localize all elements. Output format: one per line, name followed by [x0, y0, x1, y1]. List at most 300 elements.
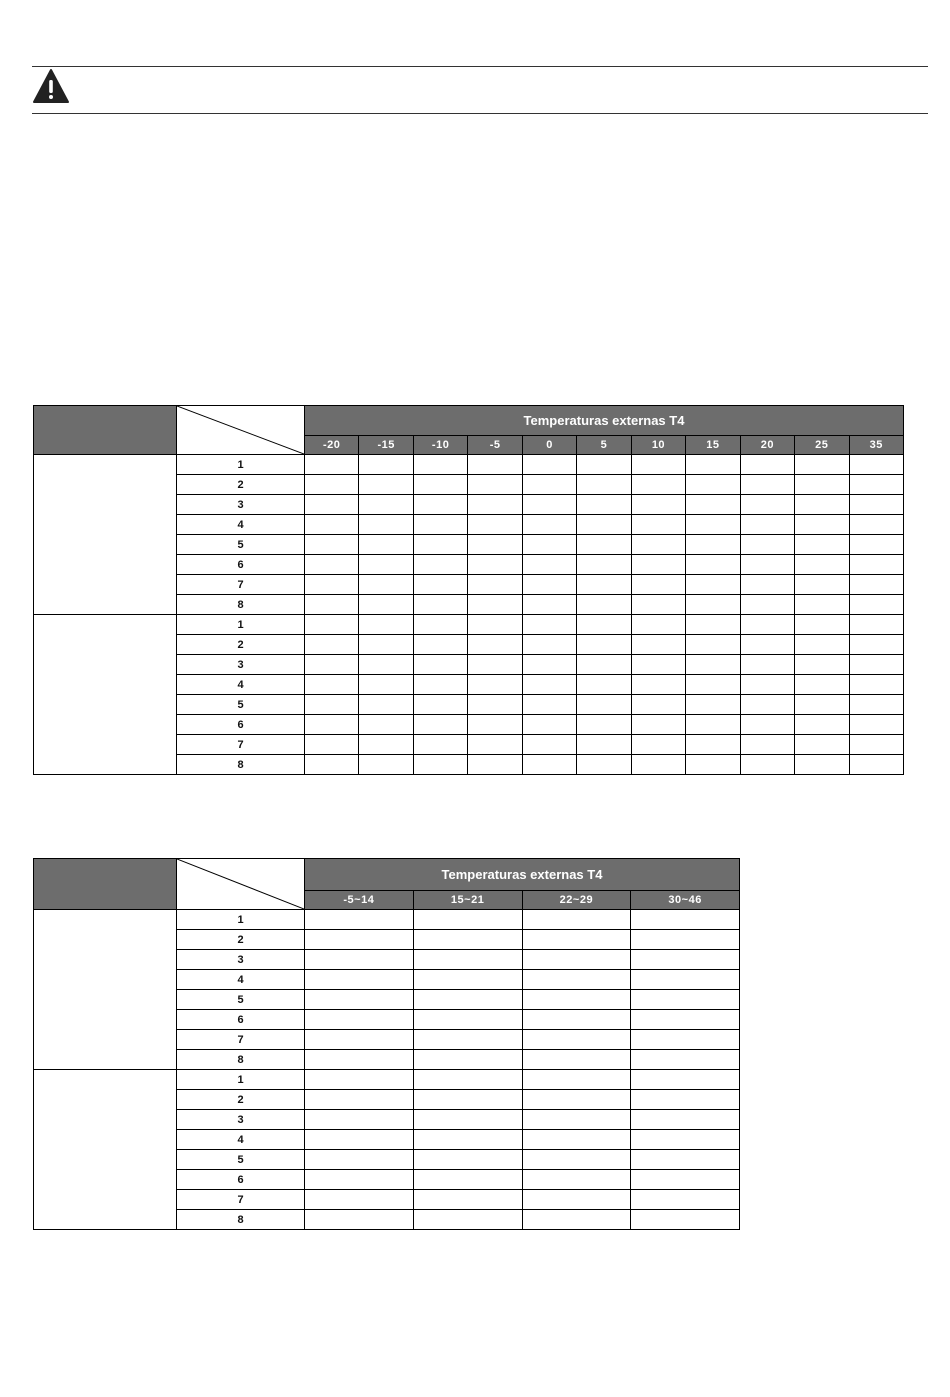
value-cell [631, 1030, 740, 1050]
row-group-cell-1 [34, 910, 177, 1070]
value-cell [305, 1190, 414, 1210]
value-cell [795, 575, 849, 595]
value-cell [631, 950, 740, 970]
value-cell [577, 455, 631, 475]
column-header: 20 [740, 436, 794, 455]
row-group-header-cell [34, 859, 177, 910]
value-cell [522, 1090, 631, 1110]
value-cell [849, 455, 903, 475]
value-cell [305, 990, 414, 1010]
value-cell [795, 715, 849, 735]
row-label: 4 [177, 970, 305, 990]
column-header: 0 [522, 436, 576, 455]
value-cell [413, 615, 467, 635]
value-cell [305, 515, 359, 535]
value-cell [522, 970, 631, 990]
value-cell [740, 595, 794, 615]
value-cell [305, 1010, 414, 1030]
value-cell [413, 475, 467, 495]
value-cell [631, 1170, 740, 1190]
row-label: 1 [177, 1070, 305, 1090]
value-cell [795, 675, 849, 695]
row-label: 8 [177, 1050, 305, 1070]
column-header: -5 [468, 436, 522, 455]
value-cell [359, 595, 413, 615]
value-cell [577, 675, 631, 695]
value-cell [413, 655, 467, 675]
diagonal-corner-cell [177, 859, 305, 910]
column-header: 35 [849, 436, 903, 455]
value-cell [849, 755, 903, 775]
value-cell [468, 555, 522, 575]
value-cell [468, 695, 522, 715]
row-label: 3 [177, 950, 305, 970]
value-cell [522, 715, 576, 735]
value-cell [305, 535, 359, 555]
value-cell [795, 595, 849, 615]
value-cell [631, 455, 685, 475]
value-cell [795, 635, 849, 655]
value-cell [305, 655, 359, 675]
column-header: -20 [305, 436, 359, 455]
row-label: 6 [177, 555, 305, 575]
value-cell [359, 555, 413, 575]
value-cell [359, 515, 413, 535]
value-cell [413, 555, 467, 575]
value-cell [413, 930, 522, 950]
top-rule [32, 66, 928, 67]
value-cell [577, 495, 631, 515]
column-header: -15 [359, 436, 413, 455]
value-cell [305, 1070, 414, 1090]
value-cell [740, 575, 794, 595]
value-cell [413, 1030, 522, 1050]
value-cell [305, 1170, 414, 1190]
value-cell [740, 515, 794, 535]
value-cell [740, 755, 794, 775]
value-cell [849, 535, 903, 555]
value-cell [740, 475, 794, 495]
value-cell [795, 535, 849, 555]
column-header: 30~46 [631, 891, 740, 910]
value-cell [795, 655, 849, 675]
row-label: 5 [177, 1150, 305, 1170]
value-cell [740, 675, 794, 695]
value-cell [522, 455, 576, 475]
value-cell [522, 595, 576, 615]
column-header: -10 [413, 436, 467, 455]
column-header: 25 [795, 436, 849, 455]
row-label: 3 [177, 495, 305, 515]
value-cell [686, 695, 740, 715]
value-cell [577, 655, 631, 675]
value-cell [631, 495, 685, 515]
value-cell [740, 455, 794, 475]
value-cell [413, 715, 467, 735]
value-cell [413, 1210, 522, 1230]
value-cell [522, 950, 631, 970]
value-cell [740, 635, 794, 655]
value-cell [413, 910, 522, 930]
value-cell [577, 715, 631, 735]
value-cell [413, 595, 467, 615]
value-cell [522, 695, 576, 715]
value-cell [686, 715, 740, 735]
value-cell [522, 1210, 631, 1230]
row-group-cell-2 [34, 1070, 177, 1230]
value-cell [522, 555, 576, 575]
value-cell [631, 575, 685, 595]
value-cell [305, 595, 359, 615]
value-cell [468, 655, 522, 675]
value-cell [413, 735, 467, 755]
column-header: 15~21 [413, 891, 522, 910]
value-cell [686, 535, 740, 555]
value-cell [686, 675, 740, 695]
value-cell [631, 1070, 740, 1090]
value-cell [631, 755, 685, 775]
row-label: 7 [177, 575, 305, 595]
value-cell [849, 575, 903, 595]
value-cell [577, 475, 631, 495]
value-cell [849, 515, 903, 535]
value-cell [522, 1190, 631, 1210]
value-cell [305, 475, 359, 495]
value-cell [468, 755, 522, 775]
value-cell [522, 1030, 631, 1050]
value-cell [522, 755, 576, 775]
row-label: 4 [177, 675, 305, 695]
value-cell [413, 1090, 522, 1110]
value-cell [359, 475, 413, 495]
value-cell [577, 615, 631, 635]
row-label: 3 [177, 1110, 305, 1130]
value-cell [468, 495, 522, 515]
value-cell [305, 1150, 414, 1170]
value-cell [359, 755, 413, 775]
value-cell [631, 1210, 740, 1230]
row-group-cell-2 [34, 615, 177, 775]
row-label: 7 [177, 1190, 305, 1210]
column-header: -5~14 [305, 891, 414, 910]
value-cell [740, 555, 794, 575]
value-cell [849, 715, 903, 735]
value-cell [359, 575, 413, 595]
value-cell [359, 695, 413, 715]
value-cell [522, 1110, 631, 1130]
value-cell [740, 495, 794, 515]
value-cell [468, 475, 522, 495]
column-header: 15 [686, 436, 740, 455]
row-label: 6 [177, 1170, 305, 1190]
value-cell [795, 735, 849, 755]
value-cell [686, 655, 740, 675]
value-cell [359, 495, 413, 515]
value-cell [795, 515, 849, 535]
value-cell [468, 595, 522, 615]
value-cell [849, 555, 903, 575]
value-cell [305, 1030, 414, 1050]
value-cell [522, 495, 576, 515]
value-cell [631, 990, 740, 1010]
value-cell [305, 695, 359, 715]
value-cell [522, 990, 631, 1010]
value-cell [468, 455, 522, 475]
temperature-table-1 [33, 405, 904, 775]
value-cell [686, 635, 740, 655]
value-cell [849, 475, 903, 495]
value-cell [522, 1170, 631, 1190]
table-row [34, 455, 904, 475]
value-cell [740, 695, 794, 715]
value-cell [359, 715, 413, 735]
value-cell [413, 495, 467, 515]
value-cell [305, 555, 359, 575]
value-cell [522, 535, 576, 555]
value-cell [522, 910, 631, 930]
value-cell [305, 735, 359, 755]
value-cell [413, 1170, 522, 1190]
value-cell [631, 1010, 740, 1030]
value-cell [686, 515, 740, 535]
value-cell [631, 1090, 740, 1110]
row-label: 8 [177, 1210, 305, 1230]
value-cell [468, 535, 522, 555]
value-cell [577, 695, 631, 715]
row-label: 1 [177, 615, 305, 635]
value-cell [795, 555, 849, 575]
value-cell [795, 495, 849, 515]
value-cell [849, 595, 903, 615]
value-cell [413, 1110, 522, 1130]
value-cell [795, 615, 849, 635]
value-cell [305, 950, 414, 970]
value-cell [522, 575, 576, 595]
value-cell [305, 495, 359, 515]
value-cell [305, 1090, 414, 1110]
row-label: 3 [177, 655, 305, 675]
row-label: 2 [177, 930, 305, 950]
value-cell [577, 755, 631, 775]
value-cell [468, 615, 522, 635]
value-cell [631, 475, 685, 495]
value-cell [305, 635, 359, 655]
value-cell [522, 735, 576, 755]
value-cell [468, 515, 522, 535]
row-label: 7 [177, 1030, 305, 1050]
value-cell [305, 675, 359, 695]
value-cell [577, 575, 631, 595]
value-cell [413, 575, 467, 595]
value-cell [686, 755, 740, 775]
value-cell [577, 515, 631, 535]
value-cell [522, 1150, 631, 1170]
table-row [34, 1070, 740, 1090]
column-header: 22~29 [522, 891, 631, 910]
value-cell [740, 655, 794, 675]
row-label: 8 [177, 595, 305, 615]
value-cell [631, 1130, 740, 1150]
row-label: 6 [177, 1010, 305, 1030]
value-cell [631, 910, 740, 930]
value-cell [413, 675, 467, 695]
column-header: 5 [577, 436, 631, 455]
value-cell [795, 755, 849, 775]
value-cell [522, 675, 576, 695]
value-cell [686, 455, 740, 475]
value-cell [631, 675, 685, 695]
value-cell [522, 615, 576, 635]
value-cell [849, 655, 903, 675]
value-cell [359, 455, 413, 475]
value-cell [577, 635, 631, 655]
value-cell [631, 595, 685, 615]
row-group-cell-1 [34, 455, 177, 615]
value-cell [686, 475, 740, 495]
header-rule [32, 113, 928, 114]
value-cell [740, 715, 794, 735]
value-cell [305, 1050, 414, 1070]
row-label: 2 [177, 1090, 305, 1110]
value-cell [359, 535, 413, 555]
value-cell [413, 1190, 522, 1210]
column-header: 10 [631, 436, 685, 455]
row-label: 5 [177, 990, 305, 1010]
value-cell [305, 715, 359, 735]
table-2-header-title: Temperaturas externas T4 [305, 859, 740, 891]
row-label: 2 [177, 475, 305, 495]
value-cell [305, 910, 414, 930]
value-cell [305, 1130, 414, 1150]
value-cell [522, 655, 576, 675]
diagonal-corner-cell [177, 406, 305, 455]
row-label: 8 [177, 755, 305, 775]
value-cell [849, 495, 903, 515]
value-cell [849, 735, 903, 755]
value-cell [413, 950, 522, 970]
value-cell [577, 555, 631, 575]
value-cell [305, 755, 359, 775]
value-cell [795, 475, 849, 495]
table-row [34, 615, 904, 635]
value-cell [686, 555, 740, 575]
row-group-header-cell [34, 406, 177, 455]
value-cell [359, 735, 413, 755]
row-label: 1 [177, 455, 305, 475]
value-cell [686, 595, 740, 615]
value-cell [305, 455, 359, 475]
value-cell [468, 575, 522, 595]
row-label: 6 [177, 715, 305, 735]
value-cell [686, 735, 740, 755]
value-cell [359, 615, 413, 635]
value-cell [359, 635, 413, 655]
row-label: 2 [177, 635, 305, 655]
value-cell [849, 615, 903, 635]
row-label: 7 [177, 735, 305, 755]
value-cell [631, 715, 685, 735]
row-label: 4 [177, 515, 305, 535]
value-cell [522, 930, 631, 950]
table-row [34, 910, 740, 930]
value-cell [413, 970, 522, 990]
value-cell [631, 515, 685, 535]
value-cell [522, 1070, 631, 1090]
value-cell [413, 990, 522, 1010]
value-cell [413, 755, 467, 775]
value-cell [849, 695, 903, 715]
value-cell [522, 1050, 631, 1070]
table-1-header-title: Temperaturas externas T4 [305, 406, 904, 436]
value-cell [413, 635, 467, 655]
value-cell [305, 1210, 414, 1230]
value-cell [849, 635, 903, 655]
value-cell [795, 455, 849, 475]
row-label: 5 [177, 695, 305, 715]
value-cell [631, 635, 685, 655]
temperature-table-2 [33, 858, 740, 1230]
value-cell [413, 1130, 522, 1150]
value-cell [305, 615, 359, 635]
value-cell [631, 930, 740, 950]
value-cell [686, 495, 740, 515]
value-cell [413, 695, 467, 715]
value-cell [631, 695, 685, 715]
value-cell [631, 615, 685, 635]
value-cell [740, 535, 794, 555]
value-cell [577, 595, 631, 615]
value-cell [413, 515, 467, 535]
value-cell [359, 675, 413, 695]
value-cell [740, 735, 794, 755]
value-cell [522, 1010, 631, 1030]
value-cell [413, 535, 467, 555]
value-cell [795, 695, 849, 715]
value-cell [631, 655, 685, 675]
value-cell [522, 515, 576, 535]
row-label: 5 [177, 535, 305, 555]
value-cell [740, 615, 794, 635]
value-cell [468, 735, 522, 755]
value-cell [522, 635, 576, 655]
value-cell [631, 1190, 740, 1210]
value-cell [413, 455, 467, 475]
value-cell [359, 655, 413, 675]
row-label: 1 [177, 910, 305, 930]
value-cell [413, 1070, 522, 1090]
value-cell [577, 535, 631, 555]
value-cell [686, 575, 740, 595]
warning-triangle-icon [32, 68, 70, 104]
value-cell [413, 1010, 522, 1030]
value-cell [413, 1050, 522, 1070]
value-cell [413, 1150, 522, 1170]
value-cell [686, 615, 740, 635]
value-cell [849, 675, 903, 695]
value-cell [631, 1050, 740, 1070]
value-cell [631, 970, 740, 990]
value-cell [305, 1110, 414, 1130]
value-cell [631, 555, 685, 575]
value-cell [468, 635, 522, 655]
value-cell [522, 1130, 631, 1150]
value-cell [468, 715, 522, 735]
value-cell [522, 475, 576, 495]
value-cell [631, 735, 685, 755]
value-cell [468, 675, 522, 695]
value-cell [305, 970, 414, 990]
value-cell [305, 930, 414, 950]
